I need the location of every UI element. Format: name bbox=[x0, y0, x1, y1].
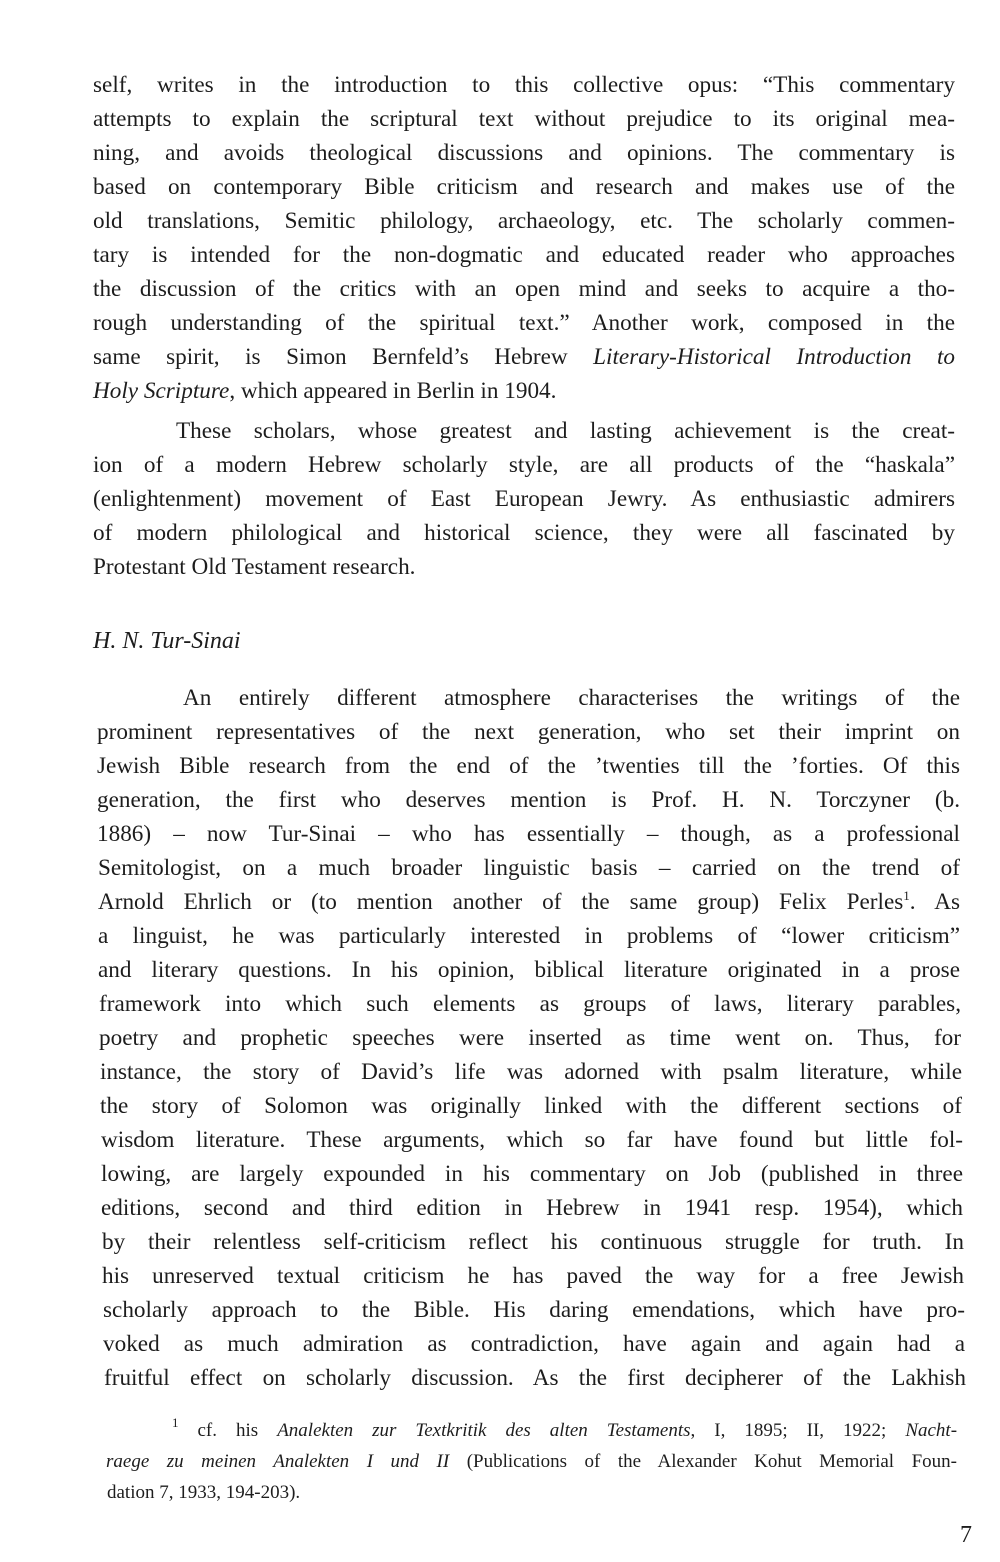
footnote-marker: 1 bbox=[172, 1415, 179, 1430]
text-span: cf. his bbox=[197, 1420, 259, 1441]
book-title: raege zu meinen Analekten I und II bbox=[106, 1451, 450, 1472]
text-span: , I, 1895; II, 1922; bbox=[690, 1420, 887, 1441]
text-line: wisdom literature. These arguments, which so far have found but little fol- bbox=[101, 1127, 963, 1153]
text-line: attempts to explain the scriptural text without prejudice to its original mea- bbox=[93, 106, 955, 132]
text-line: (enlightenment) movement of East European Jewry. As enthusiastic admirers bbox=[93, 486, 955, 512]
text-line: Protestant Old Testament research. bbox=[93, 554, 416, 580]
footnote-line: dation 7, 1933, 194-203). bbox=[107, 1482, 301, 1503]
text-span: (Publications of the Alexander Kohut Memorial Foun- bbox=[466, 1451, 957, 1472]
footnote-ref: 1 bbox=[903, 888, 910, 903]
text-line: based on contemporary Bible criticism and research and makes use of the bbox=[93, 174, 955, 200]
footnote-line bbox=[172, 1415, 957, 1447]
text-line: of modern philological and historical science, they were all fascinated by bbox=[93, 520, 955, 546]
book-title: Literary-Historical Introduction to bbox=[593, 344, 955, 370]
text-line: generation, the first who deserves mention is Prof. H. N. Torczyner (b. bbox=[97, 787, 960, 813]
text-line: scholarly approach to the Bible. His daring emendations, which have pro- bbox=[103, 1297, 965, 1323]
text-line: by their relentless self-criticism reflect his continuous struggle for truth. In bbox=[102, 1229, 964, 1255]
text-span: , which appeared in Berlin in 1904. bbox=[229, 378, 557, 404]
text-line: prominent representatives of the next generation, who set their imprint on bbox=[97, 719, 960, 745]
text-span: . As bbox=[909, 889, 960, 915]
book-title: Analekten zur Textkritik des alten Testaments bbox=[277, 1420, 691, 1441]
page-number: 7 bbox=[960, 1522, 972, 1548]
book-title: Holy Scripture bbox=[93, 378, 230, 404]
text-line: These scholars, whose greatest and lasting achievement is the creat- bbox=[176, 418, 955, 444]
text-line: his unreserved textual criticism he has paved the way for a free Jewish bbox=[102, 1263, 964, 1289]
text-line: ning, and avoids theological discussions and opinions. The commentary is bbox=[93, 140, 955, 166]
text-line: ion of a modern Hebrew scholarly style, are all products of the “haskala” bbox=[93, 452, 955, 478]
text-line: and literary questions. In his opinion, biblical literature originated in a prose bbox=[98, 957, 960, 983]
text-line: 1886) – now Tur-Sinai – who has essentially – though, as a professional bbox=[97, 821, 960, 847]
text-line: old translations, Semitic philology, archaeology, etc. The scholarly commen- bbox=[93, 208, 955, 234]
text-line bbox=[93, 374, 955, 408]
text-line: self, writes in the introduction to this collective opus: “This commentary bbox=[93, 72, 955, 98]
text-line: Jewish Bible research from the end of the ’twenties till the ’forties. Of this bbox=[97, 753, 960, 779]
text-line bbox=[98, 885, 960, 919]
text-line: tary is intended for the non-dogmatic and educated reader who approaches bbox=[93, 242, 955, 268]
section-heading: H. N. Tur-Sinai bbox=[93, 628, 241, 654]
text-line: poetry and prophetic speeches were inserted as time went on. Thus, for bbox=[99, 1025, 961, 1051]
text-line: editions, second and third edition in Hebrew in 1941 resp. 1954), which bbox=[101, 1195, 963, 1221]
text-span: Arnold Ehrlich or (to mention another of the same group) Felix Perles bbox=[98, 889, 904, 915]
text-span: same spirit, is Simon Bernfeld’s Hebrew bbox=[93, 344, 568, 370]
text-line: voked as much admiration as contradiction, have again and again had a bbox=[103, 1331, 965, 1357]
text-line: lowing, are largely expounded in his commentary on Job (published in three bbox=[101, 1161, 963, 1187]
text-line: Semitologist, on a much broader linguistic basis – carried on the trend of bbox=[98, 855, 960, 881]
text-line: a linguist, he was particularly interested in problems of “lower criticism” bbox=[98, 923, 960, 949]
text-line: framework into which such elements as groups of laws, literary parables, bbox=[99, 991, 961, 1017]
text-line bbox=[93, 340, 955, 374]
text-line: the discussion of the critics with an open mind and seeks to acquire a tho- bbox=[93, 276, 955, 302]
book-title: Nacht- bbox=[905, 1420, 958, 1441]
text-line: instance, the story of David’s life was adorned with psalm literature, while bbox=[100, 1059, 962, 1085]
text-line: fruitful effect on scholarly discussion. As the first decipherer of the Lakhish bbox=[104, 1365, 966, 1391]
text-line: rough understanding of the spiritual text.” Another work, composed in the bbox=[93, 310, 955, 336]
text-line: the story of Solomon was originally linked with the different sections of bbox=[100, 1093, 962, 1119]
footnote-line bbox=[106, 1446, 957, 1478]
text-line: An entirely different atmosphere characterises the writings of the bbox=[183, 685, 960, 711]
